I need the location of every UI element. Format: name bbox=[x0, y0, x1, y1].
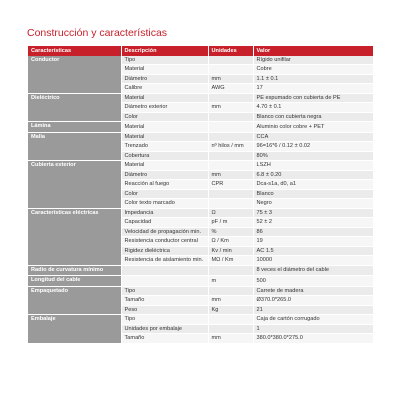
table-row bbox=[28, 122, 373, 133]
description-cell: Material bbox=[121, 161, 208, 171]
category-cell: Empaquetado bbox=[28, 286, 121, 315]
units-cell: Kv / min bbox=[208, 246, 253, 256]
table-row bbox=[28, 286, 373, 296]
value-cell: 21 bbox=[253, 305, 373, 315]
description-cell: Rigidez dieléctrica bbox=[121, 246, 208, 256]
description-cell: Tipo bbox=[121, 286, 208, 296]
units-cell bbox=[208, 65, 253, 75]
value-cell: Blanco con cubierta negra bbox=[253, 112, 373, 122]
description-cell: Diámetro exterior bbox=[121, 103, 208, 113]
units-cell: mm bbox=[208, 334, 253, 344]
units-cell: mm bbox=[208, 296, 253, 306]
units-cell: mm bbox=[208, 103, 253, 113]
description-cell: Material bbox=[121, 122, 208, 133]
table-row bbox=[28, 93, 373, 103]
units-cell bbox=[208, 151, 253, 161]
units-cell: AWG bbox=[208, 84, 253, 94]
value-cell: 6.8 ± 0.20 bbox=[253, 170, 373, 180]
value-cell: Ø370.0*265.0 bbox=[253, 296, 373, 306]
units-cell bbox=[208, 199, 253, 209]
value-cell: AC 1.5 bbox=[253, 246, 373, 256]
header-description: Descripción bbox=[121, 46, 208, 56]
table-header-row bbox=[28, 46, 373, 56]
description-cell: Capacidad bbox=[121, 218, 208, 228]
description-cell: Color bbox=[121, 189, 208, 199]
value-cell: 75 ± 3 bbox=[253, 208, 373, 218]
description-cell: Material bbox=[121, 132, 208, 142]
value-cell: Dca-s1a, d0, a1 bbox=[253, 180, 373, 190]
units-cell: MΩ / Km bbox=[208, 256, 253, 266]
value-cell: 96=16*6 / 0.12 ± 0.02 bbox=[253, 142, 373, 152]
value-cell: Caja de cartón corrugado bbox=[253, 315, 373, 325]
units-cell bbox=[208, 122, 253, 133]
value-cell: 19 bbox=[253, 237, 373, 247]
units-cell bbox=[208, 265, 253, 276]
units-cell bbox=[208, 286, 253, 296]
description-cell: Tamaño bbox=[121, 296, 208, 306]
units-cell: CPR bbox=[208, 180, 253, 190]
description-cell: Color bbox=[121, 112, 208, 122]
description-cell: Trenzado bbox=[121, 142, 208, 152]
value-cell: 4.70 ± 0.1 bbox=[253, 103, 373, 113]
description-cell: Impedancia bbox=[121, 208, 208, 218]
table-row bbox=[28, 161, 373, 171]
units-cell bbox=[208, 324, 253, 334]
units-cell: pF / m bbox=[208, 218, 253, 228]
header-characteristics: Características bbox=[28, 46, 121, 56]
description-cell bbox=[121, 265, 208, 276]
table-row bbox=[28, 315, 373, 325]
description-cell: Reacción al fuego bbox=[121, 180, 208, 190]
description-cell: Tamaño bbox=[121, 334, 208, 344]
units-cell: m bbox=[208, 276, 253, 287]
units-cell: Ω / Km bbox=[208, 237, 253, 247]
description-cell: Tipo bbox=[121, 315, 208, 325]
description-cell: Peso bbox=[121, 305, 208, 315]
value-cell: 10000 bbox=[253, 256, 373, 266]
table-row bbox=[28, 265, 373, 276]
value-cell: 1 bbox=[253, 324, 373, 334]
description-cell: Unidades por embalaje bbox=[121, 324, 208, 334]
description-cell: Cobertura bbox=[121, 151, 208, 161]
table-row bbox=[28, 132, 373, 142]
category-cell: Conductor bbox=[28, 56, 121, 94]
value-cell: 52 ± 2 bbox=[253, 218, 373, 228]
description-cell: Material bbox=[121, 65, 208, 75]
description-cell: Material bbox=[121, 93, 208, 103]
units-cell bbox=[208, 189, 253, 199]
description-cell: Diámetro bbox=[121, 170, 208, 180]
description-cell: Diámetro bbox=[121, 74, 208, 84]
description-cell: Resistencia conductor central bbox=[121, 237, 208, 247]
units-cell: % bbox=[208, 227, 253, 237]
table-row bbox=[28, 276, 373, 287]
value-cell: Carrete de madera bbox=[253, 286, 373, 296]
units-cell bbox=[208, 112, 253, 122]
table-row bbox=[28, 208, 373, 218]
value-cell: 80% bbox=[253, 151, 373, 161]
table-row bbox=[28, 56, 373, 65]
category-cell: Lámina bbox=[28, 122, 121, 133]
units-cell: mm bbox=[208, 74, 253, 84]
description-cell: Color texto marcado bbox=[121, 199, 208, 209]
value-cell: 500 bbox=[253, 276, 373, 287]
units-cell bbox=[208, 315, 253, 325]
category-cell: Malla bbox=[28, 132, 121, 161]
units-cell: Ω bbox=[208, 208, 253, 218]
value-cell: 17 bbox=[253, 84, 373, 94]
value-cell: Negro bbox=[253, 199, 373, 209]
header-units: Unidades bbox=[208, 46, 253, 56]
units-cell bbox=[208, 93, 253, 103]
category-cell: Radio de curvatura mínimo bbox=[28, 265, 121, 276]
value-cell: PE espumado con cubierta de PE bbox=[253, 93, 373, 103]
description-cell: Resistencia de aislamiento min. bbox=[121, 256, 208, 266]
value-cell: 380.0*380.0*275.0 bbox=[253, 334, 373, 344]
value-cell: Aluminio color cobre + PET bbox=[253, 122, 373, 133]
value-cell: 1.1 ± 0.1 bbox=[253, 74, 373, 84]
value-cell: Blanco bbox=[253, 189, 373, 199]
table-body bbox=[28, 56, 373, 344]
units-cell bbox=[208, 161, 253, 171]
value-cell: LSZH bbox=[253, 161, 373, 171]
category-cell: Longitud del cable bbox=[28, 276, 121, 287]
page-title: Construcción y características bbox=[27, 27, 168, 39]
units-cell bbox=[208, 56, 253, 65]
value-cell: Cobre bbox=[253, 65, 373, 75]
units-cell: Kg bbox=[208, 305, 253, 315]
category-cell: Dieléctrico bbox=[28, 93, 121, 122]
category-cell: Embalaje bbox=[28, 315, 121, 344]
specs-table bbox=[28, 46, 374, 344]
description-cell bbox=[121, 276, 208, 287]
units-cell: nº hilos / mm bbox=[208, 142, 253, 152]
value-cell: 86 bbox=[253, 227, 373, 237]
units-cell: mm bbox=[208, 170, 253, 180]
header-value: Valor bbox=[253, 46, 373, 56]
description-cell: Tipo bbox=[121, 56, 208, 65]
units-cell bbox=[208, 132, 253, 142]
description-cell: Calibre bbox=[121, 84, 208, 94]
description-cell: Velocidad de propagación min. bbox=[121, 227, 208, 237]
category-cell: Cubierta exterior bbox=[28, 161, 121, 209]
value-cell: CCA bbox=[253, 132, 373, 142]
value-cell: 8 veces el diámetro del cable bbox=[253, 265, 373, 276]
category-cell: Características eléctricas bbox=[28, 208, 121, 265]
value-cell: Rígido unifilar bbox=[253, 56, 373, 65]
